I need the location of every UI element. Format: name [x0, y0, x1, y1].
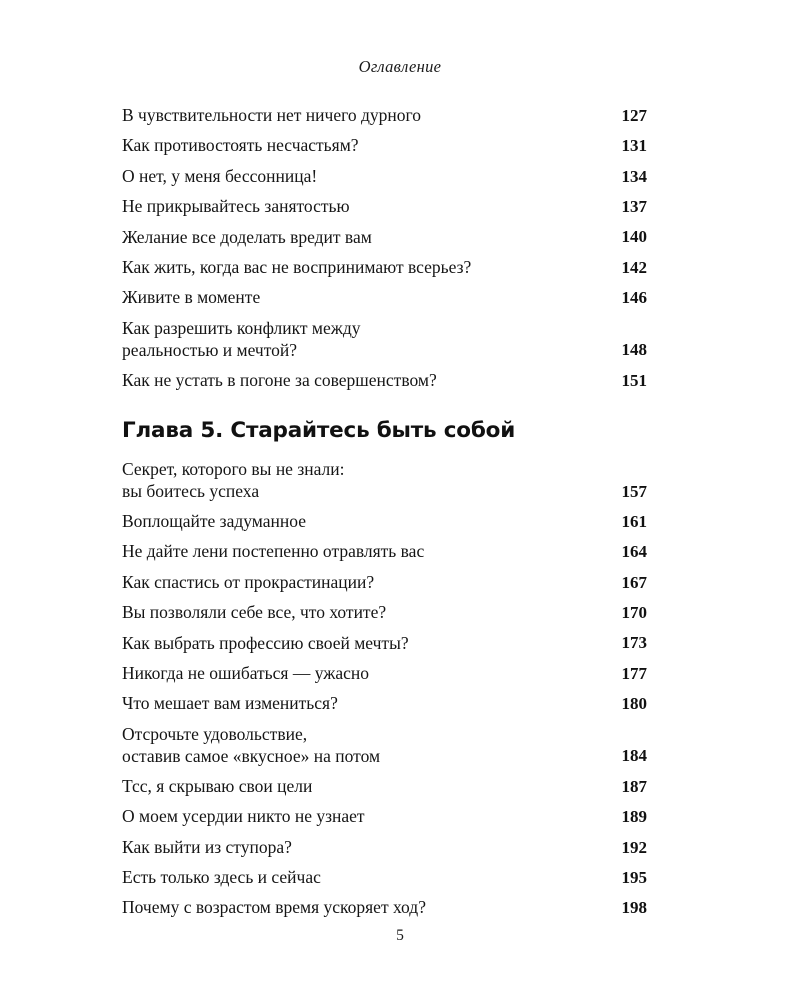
toc-section-chapter-5 — [122, 418, 647, 920]
toc-entry-page: 148 — [621, 340, 647, 360]
toc-entry[interactable] — [122, 897, 647, 919]
toc-entry[interactable] — [122, 837, 647, 859]
toc-entry-page: 170 — [621, 603, 647, 622]
toc-entry-title-line1: Отсрочьте удовольствие, — [122, 723, 308, 744]
toc-entry-title-line1: Как разрешить конфликт между — [122, 317, 361, 338]
toc-entry[interactable] — [122, 776, 647, 798]
toc-entry[interactable] — [122, 257, 647, 279]
toc-entry[interactable] — [122, 370, 647, 392]
toc-entry-page: 180 — [621, 694, 647, 714]
toc-entry[interactable] — [122, 867, 647, 889]
toc-entry[interactable] — [122, 724, 647, 768]
toc-entry-title: Тсс, я скрываю свои цели — [122, 775, 313, 796]
toc-section-continuation — [122, 105, 647, 392]
toc-entry[interactable] — [122, 227, 647, 249]
toc-entry-title-line2: реальностью и мечтой? — [122, 339, 298, 360]
toc-entry-title: Никогда не ошибаться — ужасно — [122, 662, 369, 683]
toc-entry-page: 198 — [621, 898, 647, 918]
toc-entry-page: 151 — [621, 370, 647, 390]
toc-entry-page: 146 — [621, 288, 647, 308]
toc-entry-title: Как противостоять несчастьям? — [122, 135, 359, 156]
toc-entry-title — [122, 459, 344, 503]
toc-entry[interactable] — [122, 459, 647, 503]
toc-entry-page: 184 — [621, 746, 647, 766]
toc-entry[interactable] — [122, 135, 647, 157]
toc-entry-title: Как не устать в погоне за совершенством? — [122, 369, 437, 390]
toc-entry-title: Как выбрать профессию своей мечты? — [122, 632, 409, 653]
toc-entry[interactable] — [122, 663, 647, 685]
toc-entry[interactable] — [122, 806, 647, 828]
toc-entry[interactable] — [122, 287, 647, 309]
toc-entry-page: 164 — [621, 542, 647, 562]
toc-entry-title: В чувствительности нет ничего дурного — [122, 105, 421, 125]
toc-entry-title — [122, 318, 361, 362]
toc-entry-title: О нет, у меня бессонница! — [122, 165, 318, 186]
chapter-heading[interactable]: Глава 5. Старайтесь быть собой — [122, 417, 516, 443]
toc-entry-page: 131 — [621, 136, 647, 156]
toc-entry-page: 137 — [621, 197, 647, 216]
toc-entry-page: 167 — [621, 572, 647, 592]
toc-entry-title: Вы позволяли себе все, что хотите? — [122, 602, 387, 623]
toc-entry-page: 157 — [621, 481, 647, 501]
toc-entry-page: 142 — [621, 257, 647, 277]
toc-entry-title: Не дайте лени постепенно отравлять вас — [122, 541, 425, 562]
toc-entry[interactable] — [122, 166, 647, 188]
toc-entry-page: 127 — [621, 105, 647, 125]
toc-entry[interactable] — [122, 633, 647, 655]
toc-entry[interactable] — [122, 196, 647, 218]
toc-entry-page: 140 — [621, 227, 647, 247]
toc-entry-title-line1: Секрет, которого вы не знали: — [122, 458, 345, 479]
toc-entry-title-line2: вы боитесь успеха — [122, 480, 260, 501]
toc-entry-title: О моем усердии никто не узнает — [122, 806, 365, 827]
page-number: 5 — [396, 927, 404, 944]
toc-entry-page: 187 — [621, 776, 647, 796]
toc-entry[interactable] — [122, 511, 647, 533]
toc-entry-title: Что мешает вам измениться? — [122, 693, 338, 714]
toc-entry-page: 195 — [621, 867, 647, 887]
toc-entry-page: 189 — [621, 807, 647, 827]
toc-entry-title: Почему с возрастом время ускоряет ход? — [122, 897, 426, 918]
toc-entry-title: Воплощайте задуманное — [122, 511, 306, 531]
toc-entry-page: 177 — [621, 663, 647, 683]
toc-entry-title: Как жить, когда вас не воспринимают всерьез? — [122, 256, 472, 277]
toc-entry[interactable] — [122, 602, 647, 624]
toc-entry[interactable] — [122, 572, 647, 594]
toc-entry-title: Не прикрывайтесь занятостью — [122, 196, 350, 217]
toc-entry-title-line2: оставив самое «вкусное» на потом — [122, 745, 381, 766]
toc-entry-title: Как спастись от прокрастинации? — [122, 571, 375, 592]
toc-entry-page: 173 — [621, 633, 647, 653]
toc-entry[interactable] — [122, 693, 647, 715]
toc-entry-page: 161 — [621, 511, 647, 531]
toc-entry-title — [122, 724, 380, 768]
toc-entry[interactable] — [122, 318, 647, 362]
toc-entry-page: 134 — [621, 166, 647, 186]
toc-entry[interactable] — [122, 541, 647, 563]
toc-entry-title: Как выйти из ступора? — [122, 836, 292, 857]
running-head: Оглавление — [358, 57, 442, 76]
toc-entry-page: 192 — [621, 837, 647, 857]
toc-entry[interactable] — [122, 105, 647, 127]
toc-entry-title: Живите в моменте — [122, 287, 261, 308]
table-of-contents — [122, 105, 647, 928]
toc-entry-title: Есть только здесь и сейчас — [122, 867, 321, 887]
toc-entry-title: Желание все доделать вредит вам — [122, 226, 372, 247]
